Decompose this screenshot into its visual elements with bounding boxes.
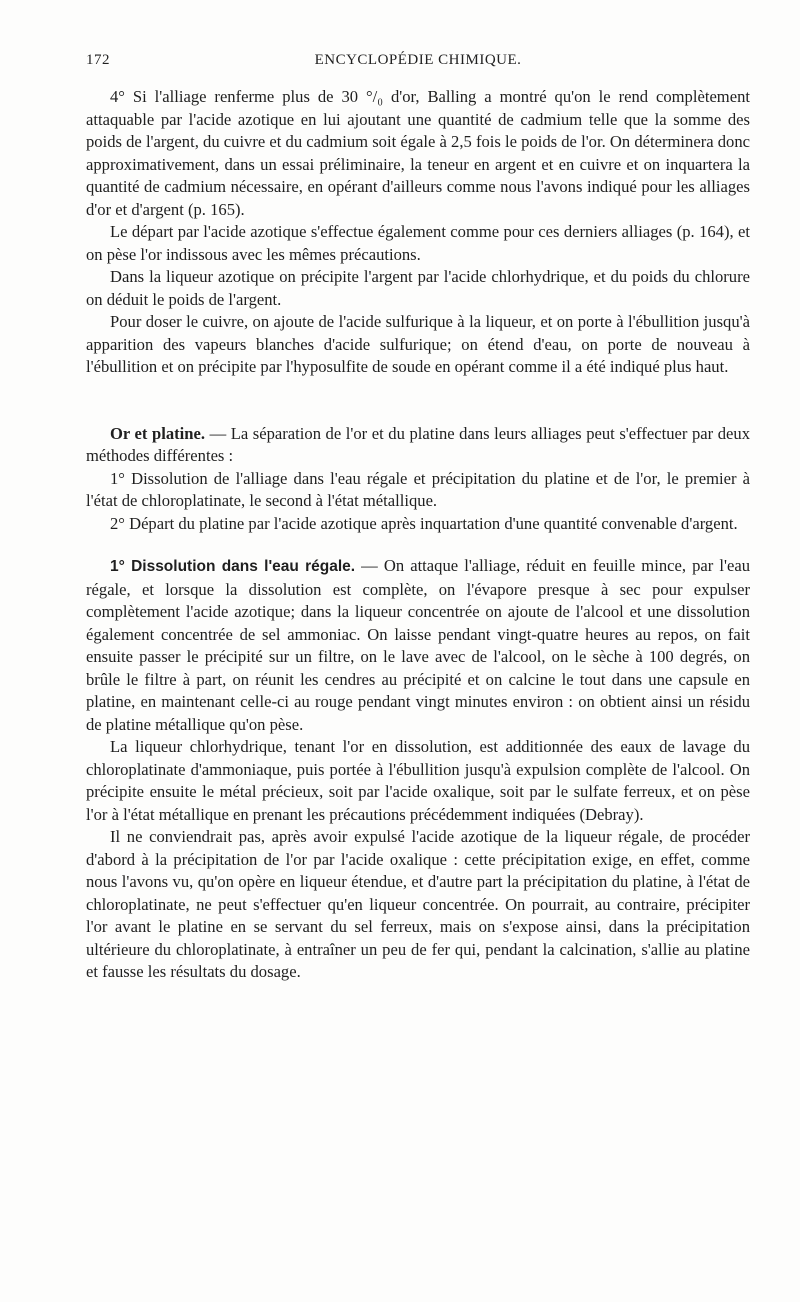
aqua-regia-text: — On attaque l'alliage, réduit en feuille mince, par l'eau régale, et lorsque la dissolution est complète, on l'évapore presque à sec pour expulser complètement l'acide azotique; dans la liqueur concentrée on ajoute de l'alcool et une dissolution également concentrée de sel ammoniac. On laisse pendant vingt-quatre heures au repos, on fait ensuite passer le précipité sur un filtre, on le lave avec de l'alcool, on le sèche à 100 degrés, on brûle le filtre à part, on réunit les cendres au précipité et on calcine le tout dans une capsule en platine, en maintenant celle-ci au rouge pendant vingt minutes environ : on obtient ainsi un résidu de platine métallique qu'on pèse. [86, 556, 750, 734]
page-number: 172 [86, 52, 110, 68]
paragraph-alloy-cadmium: 4° Si l'alliage renferme plus de 30 °/₀ d'or, Balling a montré qu'on le rend complètement attaquable par l'acide azotique en lui ajoutant une quantité de cadmium telle que la somme des poids de l'argent, du cuivre et du cadmium soit égale à 2,5 fois le poids de l'or. On déterminera donc approximativement, dans un essai préliminaire, la teneur en argent et en cuivre et on inquartera la quantité de cadmium nécessaire, en opérant d'ailleurs comme nous l'avons indiqué pour les alliages d'or et d'argent (p. 165). [86, 87, 750, 219]
paragraph-precipitation-order: Il ne conviendrait pas, après avoir expulsé l'acide azotique de la liqueur régale, de procéder d'abord à la précipitation de l'or par l'acide oxalique : cette précipitation exige, en effet, comme nous l'avons vu, qu'on opère en liqueur étendue, et d'autre part la précipitation du platine, à l'état de chloroplatinate, ne peut s'effectuer qu'en liqueur concentrée. On pourrait, au contraire, précipiter l'or avant le platine en se servant du sel ferreux, mais on s'expose ainsi, dans la précipitation ultérieure du chloroplatinate, à entraîner un peu de fer qui, pendant la calcination, s'allie au platine et fausse les résultats du dosage. [86, 827, 750, 981]
section-intro-text: — La séparation de l'or et du platine dans leurs alliages peut s'effectuer par deux méthodes différentes : [86, 423, 750, 465]
paragraph-method-one: 1° Dissolution de l'alliage dans l'eau régale et précipitation du platine et de l'or, le premier à l'état de chloroplatinate, le second à l'état métallique. [86, 468, 750, 510]
page-body [86, 86, 750, 984]
section-title-gold-platinum: Or et platine. [110, 423, 206, 443]
paragraph-aqua-regia [86, 555, 750, 736]
paragraph-hydrochloric-liquor: La liqueur chlorhydrique, tenant l'or en dissolution, est additionnée des eaux de lavage du chloroplatinate d'ammoniaque, puis portée à l'ébullition jusqu'à expulsion complète de l'alcool. On précipite ensuite le métal précieux, soit par l'acide oxalique, soit par le sulfate ferreux, et on pèse l'or à l'état métallique en prenant les précautions précédemment indiquées (Debray). [86, 737, 750, 824]
paragraph-silver-precipitation: Dans la liqueur azotique on précipite l'argent par l'acide chlorhydrique, et du poids du chlorure on déduit le poids de l'argent. [86, 267, 750, 309]
section-title-aqua-regia: 1° Dissolution dans l'eau régale. [110, 558, 356, 575]
running-title: ENCYCLOPÉDIE CHIMIQUE. [314, 52, 522, 68]
page-header [86, 52, 750, 76]
paragraph-nitric-parting: Le départ par l'acide azotique s'effectue également comme pour ces derniers alliages (p. 164), et on pèse l'or indissous avec les mêmes précautions. [86, 222, 750, 264]
paragraph-method-two: 2° Départ du platine par l'acide azotique après inquartation d'une quantité convenable d'argent. [110, 513, 738, 533]
paragraph-gold-platinum [86, 423, 750, 468]
paragraph-copper-dosing: Pour doser le cuivre, on ajoute de l'acide sulfurique à la liqueur, et on porte à l'ébullition jusqu'à apparition des vapeurs blanches d'acide sulfurique; on étend d'eau, on porte de nouveau à l'ébullition et on précipite par l'hyposulfite de soude en opérant comme il a été indiqué plus haut. [86, 312, 750, 376]
